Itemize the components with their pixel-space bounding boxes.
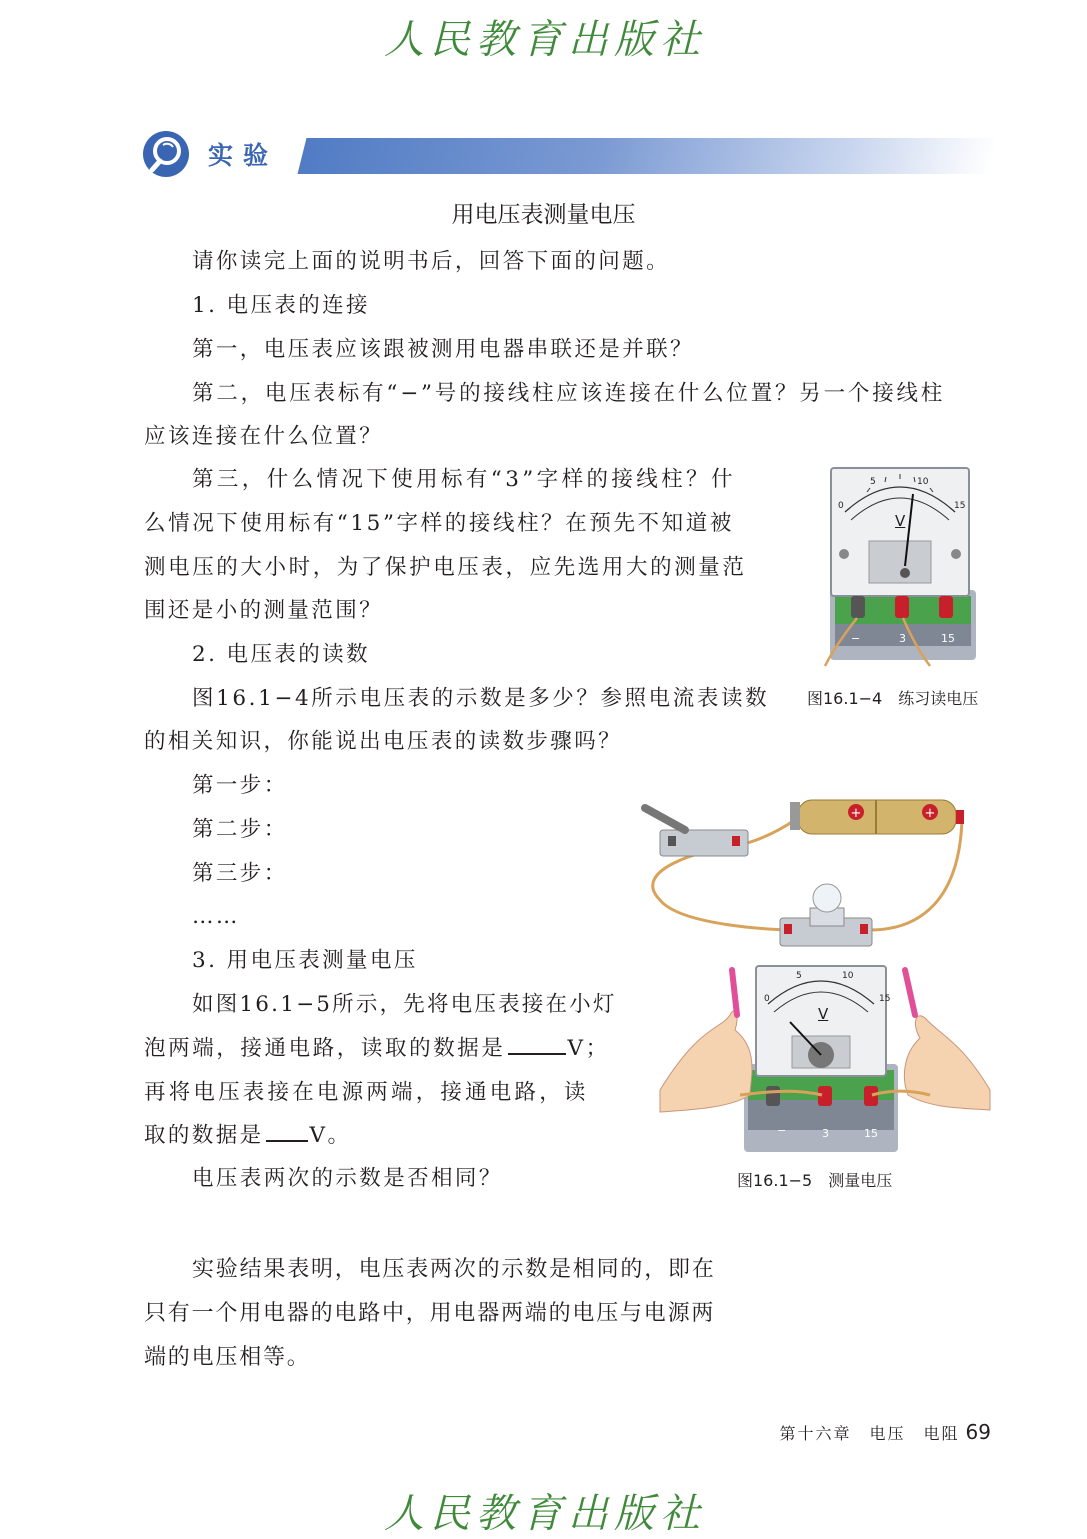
figure-circuit-illustration xyxy=(640,790,1000,1160)
section-title: 用电压表测量电压 xyxy=(451,202,636,228)
svg-text:+: + xyxy=(850,806,862,821)
measure-line-3: 再将电压表接在电源两端，接通电路，读 xyxy=(144,1080,589,1105)
reading-line-1: 图16.1−4所示电压表的示数是多少？参照电流表读数 xyxy=(192,686,770,711)
question-3-line-1: 第三，什么情况下使用标有“3”字样的接线柱？什 xyxy=(192,467,736,492)
question-2-line-1: 第二，电压表标有“−”号的接线柱应该连接在什么位置？另一个接线柱 xyxy=(192,381,946,406)
measure-line-4 xyxy=(144,1114,351,1158)
question-2-line-2: 应该连接在什么位置？ xyxy=(144,424,384,449)
fig5-terminal-minus: − xyxy=(777,1124,787,1137)
measure-line-2-unit: V； xyxy=(567,1036,610,1061)
heading-connection: 1. 电压表的连接 xyxy=(192,293,370,318)
measure-line-4-text: 取的数据是 xyxy=(144,1123,264,1148)
fig5-unit-label: V xyxy=(818,1005,829,1023)
reading-line-2: 的相关知识，你能说出电压表的读数步骤吗？ xyxy=(144,729,623,754)
magnifier-icon xyxy=(142,130,190,178)
fig5-terminal-15: 15 xyxy=(864,1127,878,1140)
fig4-unit-label: V xyxy=(895,512,906,530)
banner-gradient-bar xyxy=(270,138,999,174)
section-label: 实验 xyxy=(208,141,279,170)
svg-text:+: + xyxy=(924,806,936,821)
heading-measure: 3. 用电压表测量电压 xyxy=(192,948,418,973)
intro-paragraph: 请你读完上面的说明书后，回答下面的问题。 xyxy=(192,249,671,274)
figure-4-caption: 图16.1−4 练习读电压 xyxy=(807,689,979,708)
fig5-scale-15: 15 xyxy=(879,994,891,1004)
measure-line-2 xyxy=(144,1027,610,1071)
measure-line-1: 如图16.1−5所示，先将电压表接在小灯 xyxy=(192,992,617,1017)
right-hand xyxy=(904,1016,990,1110)
fig5-scale-5: 5 xyxy=(796,971,802,981)
fig4-scale-15: 15 xyxy=(954,501,966,511)
publisher-logo-bottom: 人民教育出版社 xyxy=(384,1491,706,1537)
fig4-scale-0: 0 xyxy=(838,501,844,511)
compare-question: 电压表两次的示数是否相同？ xyxy=(192,1166,503,1191)
publisher-logo-top: 人民教育出版社 xyxy=(384,17,706,63)
step-1: 第一步： xyxy=(192,773,288,798)
fig5-scale-0: 0 xyxy=(764,994,770,1004)
ellipsis: …… xyxy=(192,904,240,929)
conclusion-line-3: 端的电压相等。 xyxy=(144,1345,311,1370)
question-1: 第一，电压表应该跟被测用电器串联还是并联？ xyxy=(192,337,694,362)
heading-reading: 2. 电压表的读数 xyxy=(192,642,370,667)
conclusion-line-2: 只有一个用电器的电路中，用电器两端的电压与电源两 xyxy=(144,1301,716,1326)
answer-blank-2[interactable] xyxy=(266,1120,308,1142)
question-3-line-3: 测电压的大小时，为了保护电压表，应先选用大的测量范 xyxy=(144,555,747,580)
fig4-scale-5: 5 xyxy=(870,477,876,487)
left-probe xyxy=(732,970,737,1015)
fig4-terminal-minus: − xyxy=(851,632,861,645)
page-number: 69 xyxy=(965,1420,991,1444)
question-3-line-4: 围还是小的测量范围？ xyxy=(144,598,384,623)
conclusion-line-1: 实验结果表明，电压表两次的示数是相同的，即在 xyxy=(192,1257,716,1282)
fig4-terminal-3: 3 xyxy=(899,632,906,645)
section-banner xyxy=(142,130,990,178)
fig4-scale-10: 10 xyxy=(917,477,929,487)
right-probe xyxy=(905,970,915,1015)
fig5-scale-10: 10 xyxy=(842,971,854,981)
answer-blank-1[interactable] xyxy=(508,1033,566,1055)
fig4-terminal-15: 15 xyxy=(941,632,955,645)
left-hand xyxy=(660,1011,752,1112)
chapter-label: 第十六章 电压 电阻 xyxy=(779,1424,960,1443)
lamp-bulb xyxy=(813,884,841,912)
step-2: 第二步： xyxy=(192,817,288,842)
step-3: 第三步： xyxy=(192,861,288,886)
measure-line-4-unit: V。 xyxy=(309,1123,352,1148)
figure-5-caption: 图16.1−5 测量电压 xyxy=(737,1171,893,1190)
switch-lever xyxy=(645,808,685,830)
question-3-line-2: 么情况下使用标有“15”字样的接线柱？在预先不知道被 xyxy=(144,511,734,536)
measure-line-2-text: 泡两端，接通电路，读取的数据是 xyxy=(144,1036,506,1061)
fig5-terminal-3: 3 xyxy=(822,1127,829,1140)
page-footer xyxy=(780,1420,991,1444)
